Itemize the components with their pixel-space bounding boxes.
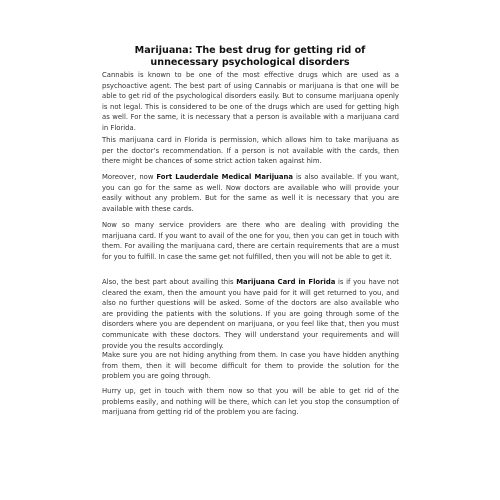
paragraph-text: is also available. If you want, you can go for the same as well. Now doctors are available who will provide your easily without any problem. But for the same as well it is necessary that you are available with these cards. (102, 173, 399, 213)
paragraph-card-in-florida (102, 277, 399, 351)
paragraph-fort-lauderdale (102, 172, 399, 214)
paragraph-service-providers: Now so many service providers are there who are dealing with providing the marijuana card. If you want to avail of the one for you, then you can get in touch with them. For availing the marijuana card, there are certain requirements that are a must for you to fulfill. In case the same get not fulfilled, then you will not be able to get it. (102, 221, 399, 261)
paragraph-text: Also, the best part about availing this (102, 278, 237, 286)
paragraph-not-hiding: Make sure you are not hiding anything from them. In case you have hidden anything from them, then it will become difficult for them to provide the solution for the problem you are going through. (102, 351, 399, 381)
paragraph-text: Moreover, now (102, 173, 157, 181)
paragraph-intro: Cannabis is known to be one of the most effective drugs which are used as a psychoactive agent. The best part of using Cannabis or marijuana is that one will be able to get rid of the psychological disorders easily. But to consume marijuana openly is not legal. This is considered to be one of the drugs which are used for getting high as well. For the same, it is necessary that a person is available with a marijuana card in Florida. (102, 71, 399, 132)
bold-phrase-marijuana-card-in-florida: Marijuana Card in Florida (236, 278, 336, 286)
paragraph-text: is if you have not cleared the exam, then the amount you have paid for it will get returned to you, and also no further questions will be asked. Some of the doctors are also available who are providing the patients with the solutions. If you are going through some of the disorders where you are dependent on marijuana, or you feel like that, then you must communicate with these doctors. They will understand your requirements and will provide you the results accordingly. (102, 278, 399, 350)
paragraph-hurry-up: Hurry up, get in touch with them now so that you will be able to get rid of the problems easily, and nothing will be there, which can let you stop the consumption of marijuana from getting rid of the problem you are facing. (102, 387, 399, 417)
document-title: Marijuana: The best drug for getting rid of unnecessary psychological disorders (134, 45, 366, 68)
paragraph-card-permission: This marijuana card in Florida is permission, which allows him to take marijuana as per the doctor’s recommendation. If a person is not available with the cards, then there might be chances of some strict action taken against him. (102, 136, 399, 166)
bold-phrase-fort-lauderdale-medical-marijuana: Fort Lauderdale Medical Marijuana (156, 173, 294, 181)
